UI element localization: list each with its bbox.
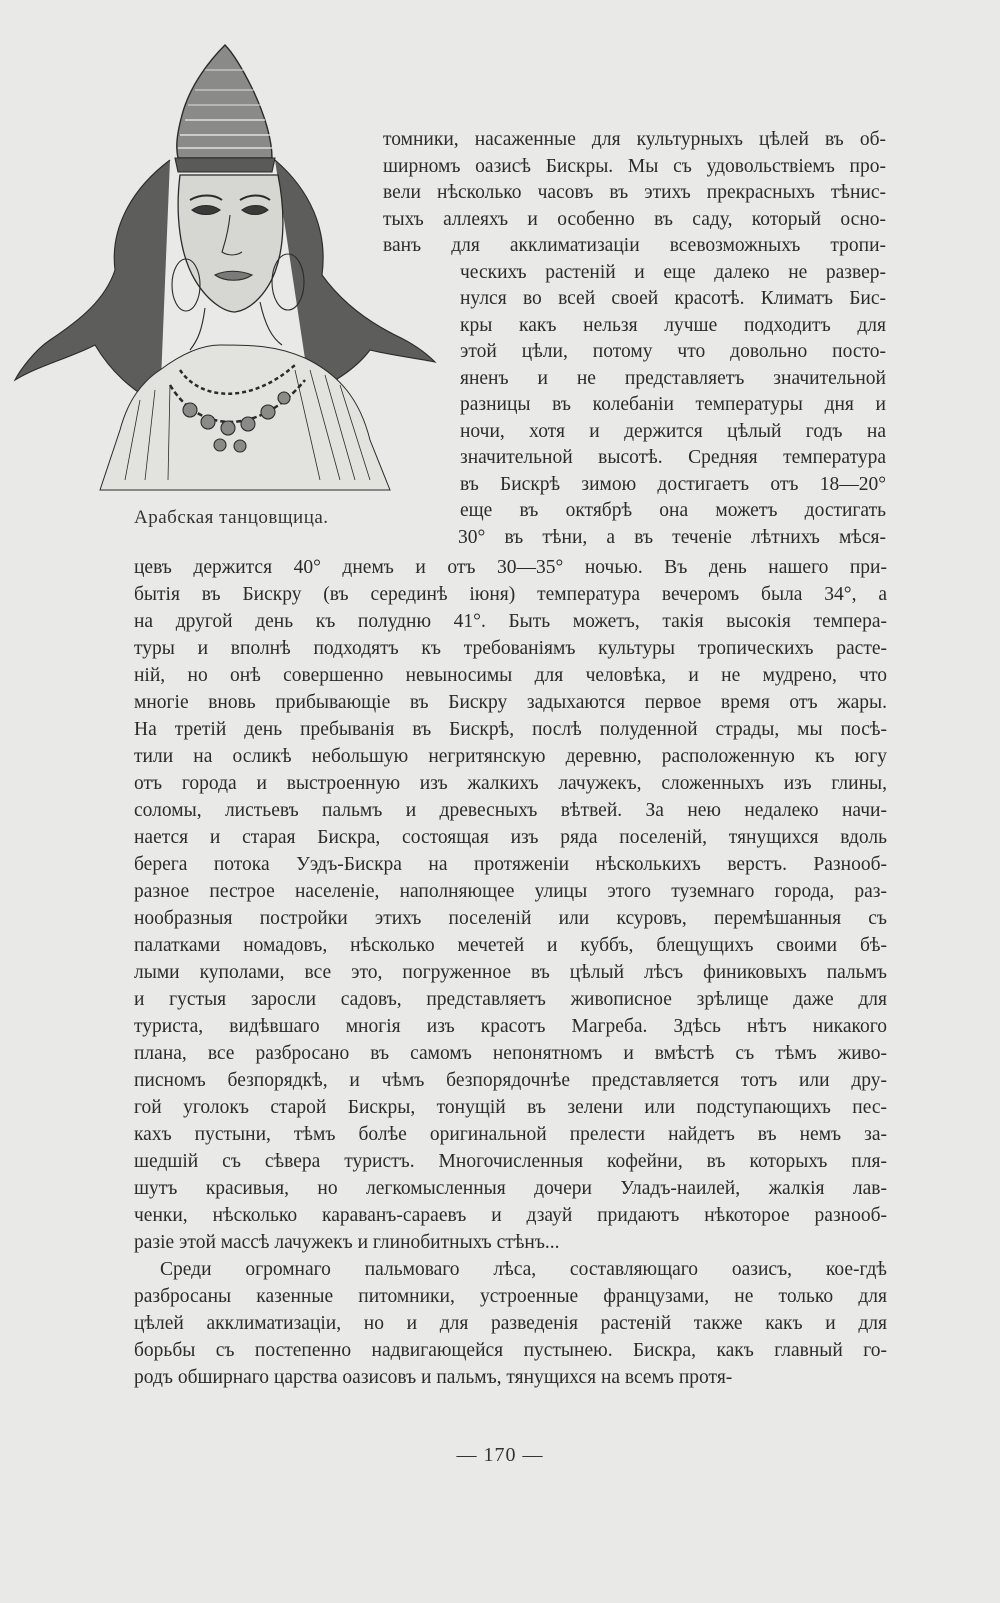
- text-line: ческихъ растеній и еще далеко не развер-: [460, 262, 886, 283]
- text-line: ванъ для акклиматизаціи всевозможныхъ тропи-: [383, 235, 886, 256]
- engraving-arab-dancer-illustration: [10, 40, 450, 500]
- text-line: и густыя заросли садовъ, представляетъ живописное зрѣлище даже для: [134, 989, 887, 1010]
- text-line: этой цѣли, потому что довольно посто-: [460, 341, 886, 362]
- text-line: вели нѣсколько часовъ въ этихъ прекрасныхъ тѣнис-: [383, 182, 886, 203]
- text-line: бытія въ Бискру (въ серединѣ іюня) температура вечеромъ была 34°, а: [134, 584, 887, 605]
- text-line: берега потока Уэдъ-Бискра на протяженіи нѣсколькихъ верстъ. Разнооб-: [134, 854, 887, 875]
- text-line: Среди огромнаго пальмоваго лѣса, составляющаго оазисъ, кое-гдѣ: [160, 1259, 887, 1280]
- text-line: лыми куполами, все это, погруженное въ цѣлый лѣсъ финиковыхъ пальмъ: [134, 962, 887, 983]
- text-line: въ Бискрѣ зимою достигаетъ отъ 18—20°: [460, 474, 886, 495]
- text-line: нается и старая Бискра, состоящая изъ ряда поселеній, тянущихся вдоль: [134, 827, 887, 848]
- text-line: кры какъ нельзя лучше подходитъ для: [460, 315, 886, 336]
- text-line: палатками номадовъ, нѣсколько мечетей и куббъ, блещущихъ своими бѣ-: [134, 935, 887, 956]
- text-line: шутъ красивыя, но легкомысленныя дочери Уладъ-наилей, жалкія лав-: [134, 1178, 887, 1199]
- illustration-caption: Арабская танцовщица.: [134, 507, 329, 528]
- text-line: еще въ октябрѣ она можетъ достигать: [460, 500, 886, 521]
- text-line: родъ обширнаго царства оазисовъ и пальмъ, тянущихся на всемъ протя-: [134, 1367, 733, 1388]
- text-line: многіе вновь прибывающіе въ Бискру задыхаются первое время отъ жары.: [134, 692, 887, 713]
- text-line: разное пестрое населеніе, наполняющее улицы этого туземнаго города, раз-: [134, 881, 887, 902]
- text-line: разбросаны казенные питомники, устроенные французами, не только для: [134, 1286, 887, 1307]
- text-line: гой уголокъ старой Бискры, тонущій въ зелени или подступающихъ пес-: [134, 1097, 887, 1118]
- text-line: нообразныя постройки этихъ поселеній или ксуровъ, перемѣшанныя съ: [134, 908, 887, 929]
- text-line: туриста, видѣвшаго многія изъ красотъ Магреба. Здѣсь нѣтъ никакого: [134, 1016, 887, 1037]
- text-line: нулся во всей своей красотѣ. Климатъ Бис-: [460, 288, 886, 309]
- text-line: разіе этой массѣ лачужекъ и глинобитныхъ стѣнъ...: [134, 1232, 560, 1253]
- text-line: тыхъ аллеяхъ и особенно въ саду, который осно-: [383, 209, 886, 230]
- text-line: ночи, хотя и держится цѣлый годъ на: [460, 421, 886, 442]
- text-line: ченки, нѣсколько караванъ-сараевъ и дзауй придаютъ нѣкоторое разнооб-: [134, 1205, 887, 1226]
- text-line: шедшій съ сѣвера туристъ. Многочисленныя кофейни, въ которыхъ пля-: [134, 1151, 887, 1172]
- text-line: борьбы съ постепенно надвигающейся пустынею. Бискра, какъ главный го-: [134, 1340, 887, 1361]
- text-line: цевъ держится 40° днемъ и отъ 30—35° ночью. Въ день нашего при-: [134, 557, 887, 578]
- text-line: значительной высотѣ. Средняя температура: [460, 447, 886, 468]
- text-line: цѣлей акклиматизаціи, но и для разведенія растеній также какъ и для: [134, 1313, 887, 1334]
- text-line: на другой день къ полудню 41°. Быть можетъ, такія высокія темпера-: [134, 611, 887, 632]
- text-line: писномъ безпорядкѣ, и чѣмъ безпорядочнѣе представляется тотъ или дру-: [134, 1070, 887, 1091]
- text-line: ній, но онѣ совершенно невыносимы для человѣка, и не мудрено, что: [134, 665, 887, 686]
- text-line: 30° въ тѣни, а въ теченіе лѣтнихъ мѣся-: [458, 527, 886, 548]
- text-line: На третій день пребыванія въ Бискрѣ, послѣ полуденной страды, мы посѣ-: [134, 719, 887, 740]
- text-line: каxъ пустыни, тѣмъ болѣе оригинальной прелести найдетъ въ немъ за-: [134, 1124, 887, 1145]
- text-line: отъ города и выстроенную изъ жалкихъ лачужекъ, сложенныхъ изъ глины,: [134, 773, 887, 794]
- text-line: томники, насаженные для культурныхъ цѣлей въ об-: [383, 129, 886, 150]
- page-number: — 170 —: [456, 1444, 544, 1466]
- text-line: соломы, листьевъ пальмъ и древесныхъ вѣтвей. За нею недалеко начи-: [134, 800, 887, 821]
- text-line: плана, все разбросано въ самомъ непонятномъ и вмѣстѣ съ тѣмъ живо-: [134, 1043, 887, 1064]
- text-line: разницы въ колебаніи температуры дня и: [460, 394, 886, 415]
- text-line: туры и вполнѣ подходятъ къ требованіямъ культуры тропическихъ расте-: [134, 638, 887, 659]
- text-line: яненъ и не представляетъ значительной: [460, 368, 886, 389]
- text-line: тили на осликѣ небольшую негритянскую деревню, расположенную къ югу: [134, 746, 887, 767]
- text-line: ширномъ оазисѣ Бискры. Мы съ удовольствіемъ про-: [383, 156, 886, 177]
